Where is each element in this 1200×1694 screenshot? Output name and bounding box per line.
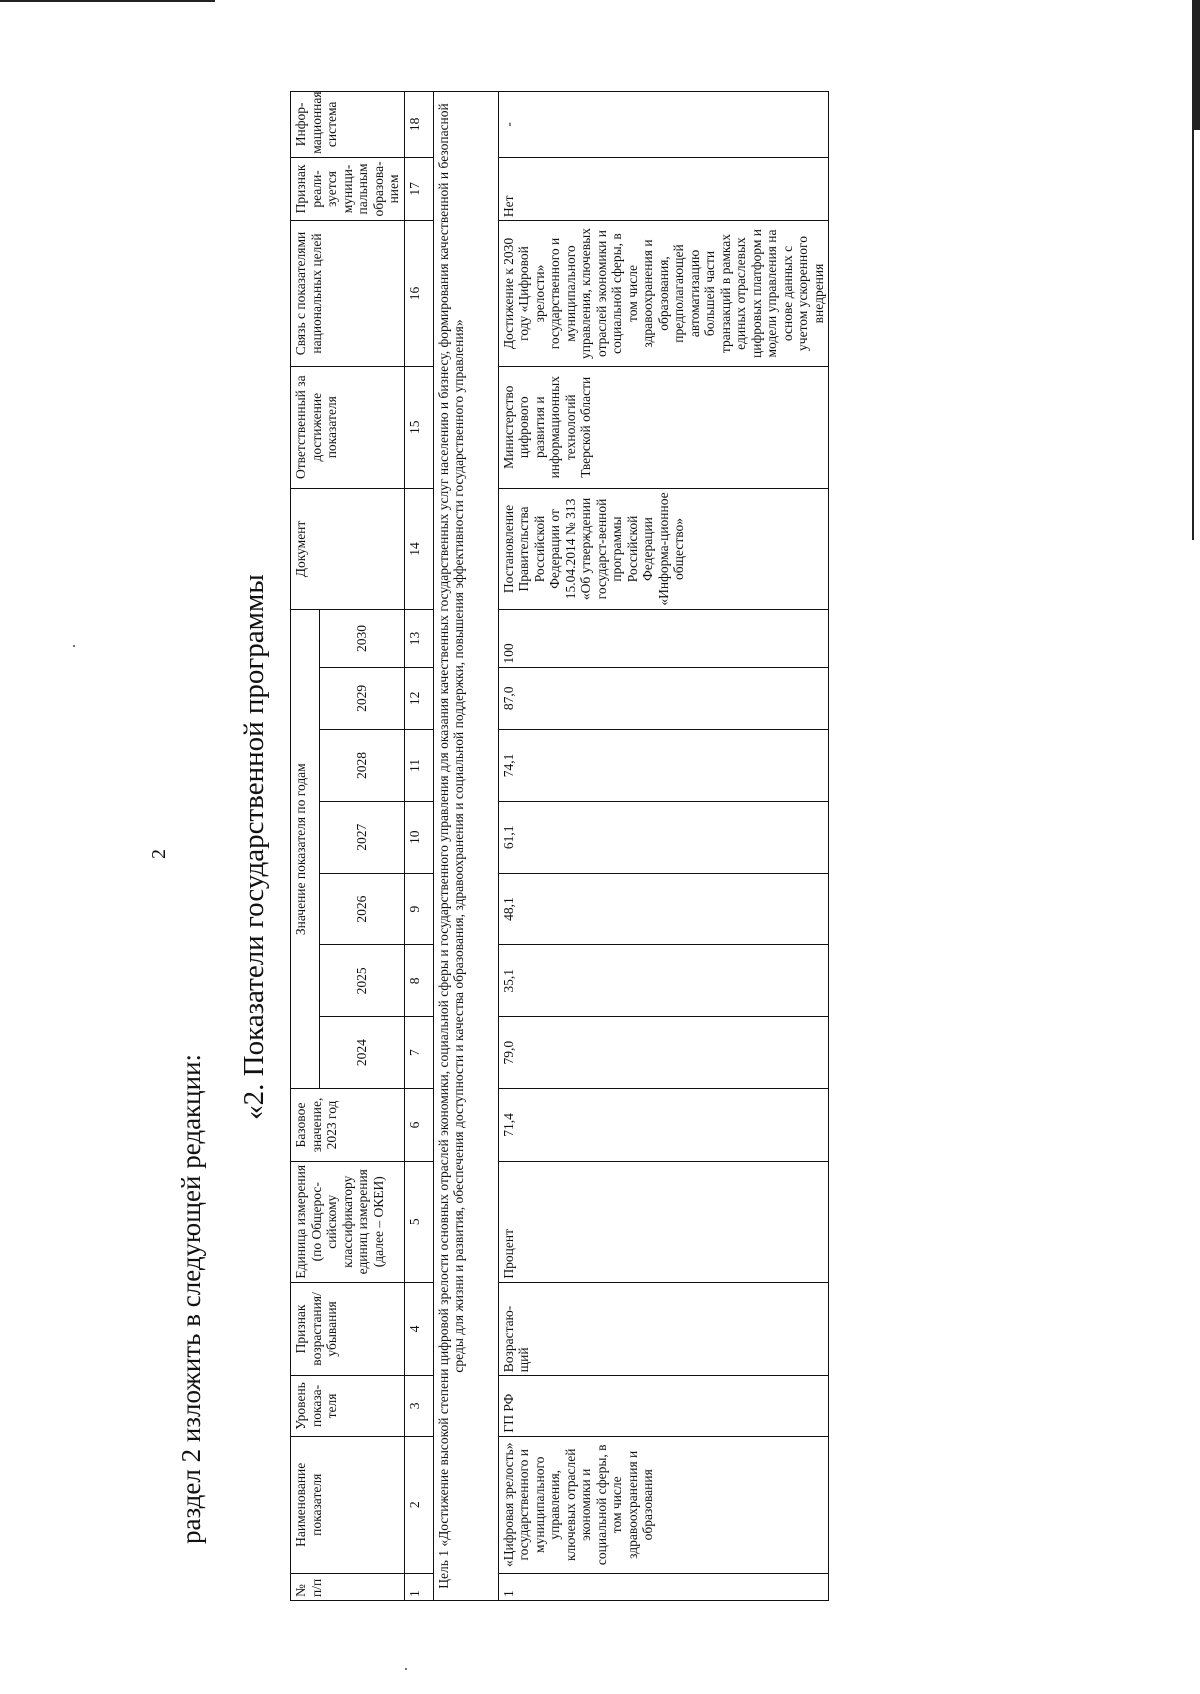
indicator-value-2029: 87,0 [498, 667, 829, 729]
column-number: 17 [404, 157, 433, 220]
intro-text: раздел 2 изложить в следующей редакции: [176, 1053, 206, 1544]
column-numbers-row [404, 92, 433, 1601]
header-level: Уровень показа-теля [291, 1376, 405, 1436]
column-number: 1 [404, 1573, 433, 1600]
goal-row [433, 92, 498, 1601]
header-year: 2029 [319, 667, 404, 729]
header-year: 2024 [319, 1017, 404, 1089]
header-responsible: Ответственный за достижение показателя [291, 366, 405, 488]
table-row [498, 92, 829, 1601]
header-values-group: Значение показателя по годам [291, 610, 320, 1089]
column-number: 4 [404, 1282, 433, 1376]
indicator-value-2027: 61,1 [498, 801, 829, 873]
column-number: 7 [404, 1017, 433, 1089]
column-number: 18 [404, 92, 433, 158]
indicator-municipal: Нет [498, 157, 829, 220]
header-document: Документ [291, 488, 405, 610]
indicator-info-system: - [498, 92, 829, 158]
indicator-value-2024: 79,0 [498, 1017, 829, 1089]
indicator-trend: Возрастаю-щий [498, 1282, 829, 1376]
row-number: 1 [498, 1573, 829, 1600]
indicators-table [290, 91, 829, 1601]
indicator-responsible: Министерство цифрового развития и информационных технологий Тверской области [498, 366, 829, 488]
column-number: 5 [404, 1161, 433, 1282]
header-info-system: Инфор-мационная система [291, 92, 405, 158]
indicator-national-goal: Достижение к 2030 году «Цифровой зрелости» государственного и муниципального управления, ключевых отраслей экономики и социальной сферы, в том числе здравоохранения и образования, предполагающей автоматизацию большей части транзакций в рамках единых отраслевых цифровых платформ и модели управления на основе данных с учетом ускоренного внедрения [498, 221, 829, 367]
header-year: 2030 [319, 610, 404, 667]
column-number: 2 [404, 1436, 433, 1573]
column-number: 11 [404, 730, 433, 802]
header-year: 2026 [319, 873, 404, 945]
column-number: 6 [404, 1089, 433, 1162]
section-title: «2. Показатели государственной программы [238, 574, 270, 1120]
indicator-level: ГП РФ [498, 1376, 829, 1436]
column-number: 3 [404, 1376, 433, 1436]
header-year: 2025 [319, 945, 404, 1017]
header-row [291, 92, 320, 1601]
header-year: 2027 [319, 801, 404, 873]
indicator-name: «Цифровая зрелость» государственного и муниципального управления, ключевых отраслей экономики и социальной сферы, в том числе здравоохранения и образования [498, 1436, 829, 1573]
indicator-base-value: 71,4 [498, 1089, 829, 1162]
page-number: 2 [148, 849, 170, 859]
column-number: 9 [404, 873, 433, 945]
indicator-value-2030: 100 [498, 610, 829, 667]
header-municipal: Признак реали-зуется муници-пальным образова-нием [291, 157, 405, 220]
indicator-document: Постановление Правительства Российской Федерации от 15.04.2014 № 313 «Об утверждении государст-венной программы Российской Федерации «Информа-ционное общество» [498, 488, 829, 610]
column-number: 13 [404, 610, 433, 667]
column-number: 12 [404, 667, 433, 729]
indicator-unit: Процент [498, 1161, 829, 1282]
indicator-value-2028: 74,1 [498, 730, 829, 802]
column-number: 15 [404, 366, 433, 488]
header-name: Наименование показателя [291, 1436, 405, 1573]
header-national-goal: Связь с показателями национальных целей [291, 221, 405, 367]
header-base: Базовое значение, 2023 год [291, 1089, 405, 1162]
indicator-value-2025: 35,1 [498, 945, 829, 1017]
column-number: 8 [404, 945, 433, 1017]
goal-text: Цель 1 «Достижение высокой степени цифровой зрелости основных отраслей экономики, социальной сферы и государственного управления для оказания качественных государственных услуг населению и бизнесу, формирования качественной и безопасной среды для жизни и развития, обеспечения доступности и качества образования, здравоохранения и социальной поддержки, повышения эффективности государственного управления» [433, 92, 498, 1601]
header-trend: Признак возрастания/ убывания [291, 1282, 405, 1376]
header-unit: Единица измерения (по Общерос-сийскому классификатору единиц измерения (далее – ОКЕИ) [291, 1161, 405, 1282]
indicator-value-2026: 48,1 [498, 873, 829, 945]
header-year: 2028 [319, 730, 404, 802]
column-number: 10 [404, 801, 433, 873]
header-num: № п/п [291, 1573, 405, 1600]
column-number: 14 [404, 488, 433, 610]
column-number: 16 [404, 221, 433, 367]
